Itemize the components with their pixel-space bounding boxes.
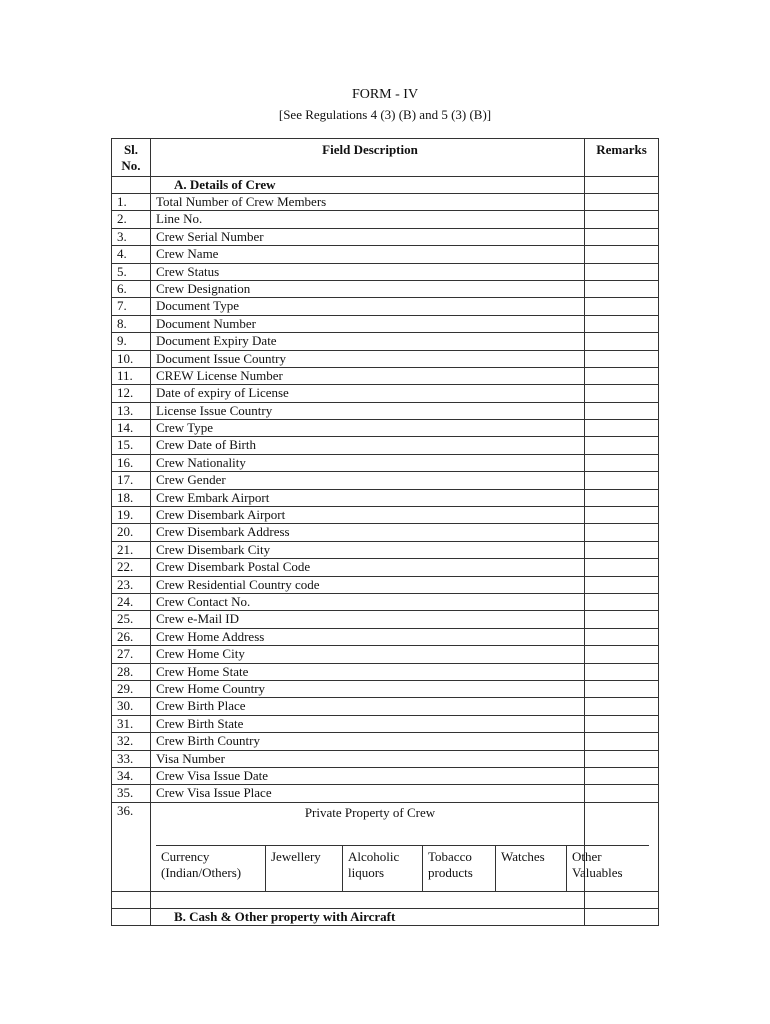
section-b-heading: B. Cash & Other property with Aircraft: [151, 908, 585, 925]
row-field-description: Crew Home State: [151, 663, 585, 680]
row-number: 26.: [112, 628, 151, 645]
row-field-description: Crew Embark Airport: [151, 489, 585, 506]
row-field-description: Total Number of Crew Members: [151, 194, 585, 211]
crew-details-table: [111, 138, 659, 926]
row-number: 18.: [112, 489, 151, 506]
row-field-description: Crew Status: [151, 263, 585, 280]
table-row: [112, 663, 659, 680]
row-number: 9.: [112, 333, 151, 350]
row-number: 14.: [112, 420, 151, 437]
table-row: [112, 541, 659, 558]
row-field-description: Crew Disembark Address: [151, 524, 585, 541]
section-a-heading: A. Details of Crew: [151, 177, 585, 194]
row-number: 1.: [112, 194, 151, 211]
row-field-description: Crew Home Address: [151, 628, 585, 645]
row-field-description: Document Expiry Date: [151, 333, 585, 350]
row-remarks: [585, 367, 659, 384]
row-remarks: [585, 315, 659, 332]
row-remarks: [585, 715, 659, 732]
table-row: [112, 263, 659, 280]
row-field-description: Crew Home City: [151, 646, 585, 663]
table-row: [112, 472, 659, 489]
row-remarks: [585, 593, 659, 610]
property-column-label: Tobacco: [428, 848, 472, 864]
row-remarks: [585, 402, 659, 419]
row-field-description: Crew Birth State: [151, 715, 585, 732]
row-number: 5.: [112, 263, 151, 280]
row-remarks: [585, 524, 659, 541]
header-remarks: Remarks: [585, 139, 659, 177]
row-number: 8.: [112, 315, 151, 332]
table-row: [112, 437, 659, 454]
row-number: 3.: [112, 228, 151, 245]
table-row: [112, 350, 659, 367]
table-row: [112, 333, 659, 350]
row-remarks: [585, 246, 659, 263]
row-remarks: [585, 750, 659, 767]
row-number: 7.: [112, 298, 151, 315]
row-field-description: Crew Designation: [151, 280, 585, 297]
table-row: [112, 194, 659, 211]
property-column: [343, 845, 423, 891]
row-field-description: License Issue Country: [151, 402, 585, 419]
row-remarks: [585, 350, 659, 367]
row-field-description: Document Number: [151, 315, 585, 332]
property-column-label: Alcoholic: [348, 848, 400, 864]
row-number: 16.: [112, 454, 151, 471]
table-row: [112, 298, 659, 315]
section-a-row: [112, 177, 659, 194]
table-row: [112, 750, 659, 767]
table-row: [112, 715, 659, 732]
header-field-description: Field Description: [151, 139, 585, 177]
row-remarks: [585, 559, 659, 576]
property-column: [423, 845, 496, 891]
property-column-label: Other: [572, 848, 602, 864]
row-number: 12.: [112, 385, 151, 402]
row-number: 34.: [112, 767, 151, 784]
row-remarks: [585, 194, 659, 211]
row-field-description: Crew Visa Issue Place: [151, 785, 585, 802]
table-header-row: [112, 139, 659, 177]
row-field-description: Crew Visa Issue Date: [151, 767, 585, 784]
row-remarks: [585, 507, 659, 524]
row-number: 27.: [112, 646, 151, 663]
table-row: [112, 489, 659, 506]
row-field-description: Crew Home Country: [151, 680, 585, 697]
row-number: 36.: [112, 802, 151, 891]
row-remarks: [585, 628, 659, 645]
row-field-description: Crew Disembark Airport: [151, 507, 585, 524]
row-number: 29.: [112, 680, 151, 697]
row-field-description: Crew Type: [151, 420, 585, 437]
table-row: [112, 611, 659, 628]
row-remarks: [585, 489, 659, 506]
table-row: [112, 524, 659, 541]
row-remarks: [585, 698, 659, 715]
row-number: 25.: [112, 611, 151, 628]
row-number: 11.: [112, 367, 151, 384]
form-subtitle: [See Regulations 4 (3) (B) and 5 (3) (B)]: [278, 107, 492, 122]
row-field-description: Crew e-Mail ID: [151, 611, 585, 628]
row-remarks: [585, 576, 659, 593]
property-column-label-2: products: [428, 864, 473, 880]
table-row: [112, 576, 659, 593]
row-number: 32.: [112, 733, 151, 750]
table-row: [112, 628, 659, 645]
row-field-description: Crew Disembark City: [151, 541, 585, 558]
private-property-row: [112, 802, 659, 891]
table-row: [112, 246, 659, 263]
row-remarks: [585, 333, 659, 350]
table-row: [112, 367, 659, 384]
row-number: 6.: [112, 280, 151, 297]
row-remarks: [585, 785, 659, 802]
row-field-description: CREW License Number: [151, 367, 585, 384]
property-column-label: Jewellery: [271, 848, 321, 864]
header-sl-no: Sl. No.: [112, 139, 151, 177]
table-row: [112, 733, 659, 750]
row-remarks: [585, 211, 659, 228]
table-row: [112, 593, 659, 610]
table-row: [112, 698, 659, 715]
row-field-description: Crew Gender: [151, 472, 585, 489]
form-title: FORM - IV: [351, 87, 419, 102]
row-number: 30.: [112, 698, 151, 715]
row-number: 2.: [112, 211, 151, 228]
property-column: [156, 845, 266, 891]
table-row: [112, 315, 659, 332]
table-row: [112, 680, 659, 697]
table-row: [112, 280, 659, 297]
row-number: 17.: [112, 472, 151, 489]
row-field-description: Crew Date of Birth: [151, 437, 585, 454]
row-number: 35.: [112, 785, 151, 802]
table-row: [112, 507, 659, 524]
row-number: 33.: [112, 750, 151, 767]
row-number: 4.: [112, 246, 151, 263]
row-field-description: Crew Contact No.: [151, 593, 585, 610]
table-row: [112, 646, 659, 663]
row-number: 19.: [112, 507, 151, 524]
row-remarks: [585, 663, 659, 680]
row-number: 15.: [112, 437, 151, 454]
row-number: 21.: [112, 541, 151, 558]
table-row: [112, 385, 659, 402]
table-row: [112, 211, 659, 228]
row-field-description: Crew Disembark Postal Code: [151, 559, 585, 576]
row-remarks: [585, 733, 659, 750]
row-field-description: Crew Name: [151, 246, 585, 263]
row-field-description: Crew Birth Place: [151, 698, 585, 715]
row-field-description: Crew Nationality: [151, 454, 585, 471]
row-number: 13.: [112, 402, 151, 419]
row-number: 28.: [112, 663, 151, 680]
table-row: [112, 454, 659, 471]
property-column-label-2: (Indian/Others): [161, 864, 242, 880]
row-field-description: Date of expiry of License: [151, 385, 585, 402]
table-row: [112, 785, 659, 802]
private-property-title: Private Property of Crew: [304, 804, 436, 820]
table-row: [112, 767, 659, 784]
row-field-description: Line No.: [151, 211, 585, 228]
blank-row: [112, 891, 659, 908]
row-field-description: Document Type: [151, 298, 585, 315]
private-property-columns: [156, 845, 649, 891]
row-number: 20.: [112, 524, 151, 541]
row-remarks: [585, 680, 659, 697]
table-row: [112, 559, 659, 576]
row-field-description: Crew Serial Number: [151, 228, 585, 245]
property-column: [266, 845, 343, 891]
row-remarks: [585, 263, 659, 280]
row-remarks: [585, 280, 659, 297]
row-remarks: [585, 228, 659, 245]
row-remarks: [585, 767, 659, 784]
table-row: [112, 420, 659, 437]
property-column-label: Watches: [501, 848, 545, 864]
row-field-description: Crew Birth Country: [151, 733, 585, 750]
property-column-label: Currency: [161, 848, 210, 864]
row-field-description: Visa Number: [151, 750, 585, 767]
row-number: 10.: [112, 350, 151, 367]
row-remarks: [585, 420, 659, 437]
row-field-description: Crew Residential Country code: [151, 576, 585, 593]
property-column: [496, 845, 567, 891]
row-number: 23.: [112, 576, 151, 593]
property-column-label-2: liquors: [348, 864, 385, 880]
row-number: 24.: [112, 593, 151, 610]
table-row: [112, 228, 659, 245]
row-remarks: [585, 454, 659, 471]
row-number: 31.: [112, 715, 151, 732]
row-remarks: [585, 472, 659, 489]
row-remarks: [585, 646, 659, 663]
row-number: 22.: [112, 559, 151, 576]
section-b-row: [112, 908, 659, 925]
row-remarks: [585, 385, 659, 402]
row-remarks: [585, 437, 659, 454]
table-row: [112, 402, 659, 419]
property-column-label-2: Valuables: [572, 864, 623, 880]
row-field-description: Document Issue Country: [151, 350, 585, 367]
row-remarks: [585, 611, 659, 628]
row-remarks: [585, 541, 659, 558]
row-remarks: [585, 298, 659, 315]
